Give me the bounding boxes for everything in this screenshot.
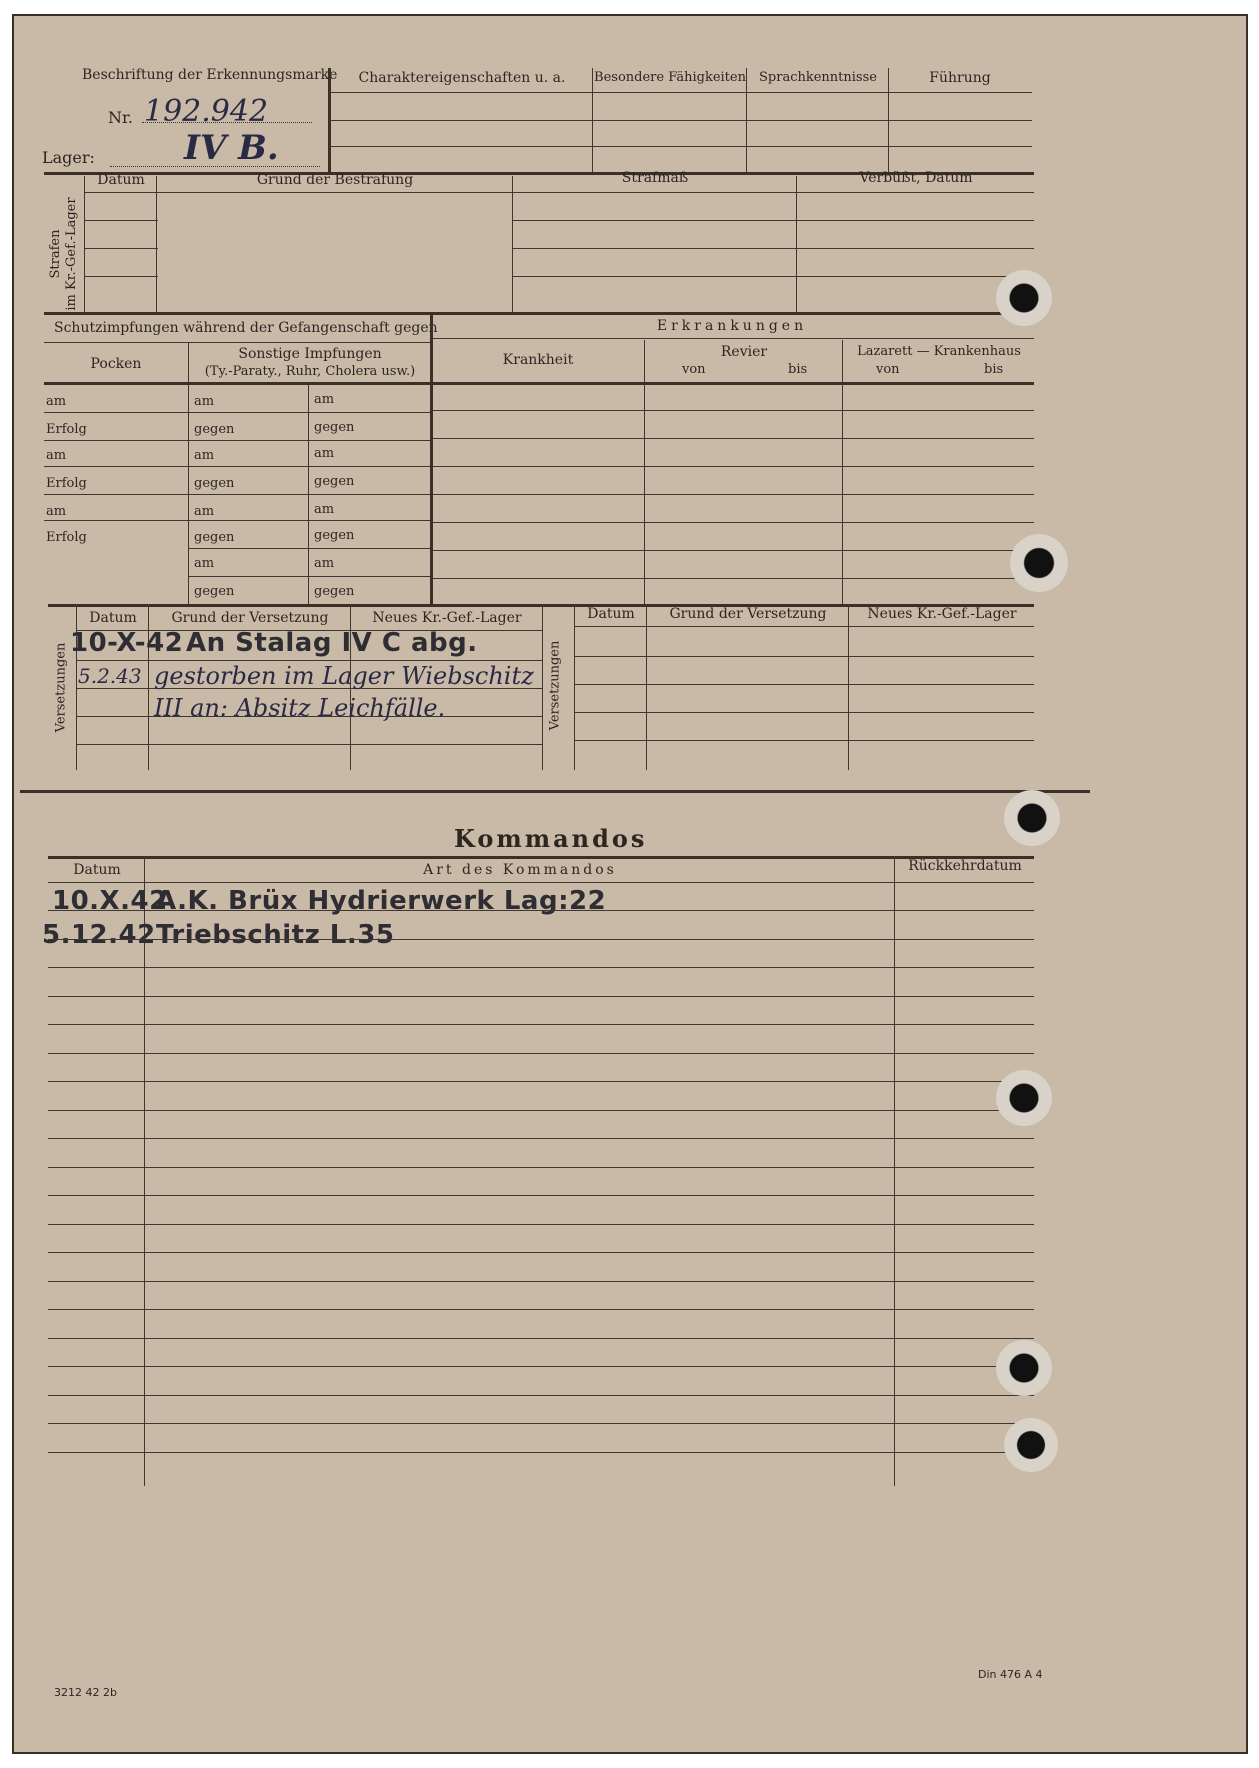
vacc-right-row-4: gegen: [314, 474, 355, 489]
punish-header-reason: Grund der Bestrafung: [256, 172, 414, 188]
transfer-right-line-3: [574, 712, 1034, 713]
punish-header-line: [84, 192, 1034, 193]
kommandos-ruled-line: [48, 1366, 1034, 1367]
vacc-right-row-5: am: [314, 502, 335, 517]
vacc-mid-row-1: am: [194, 394, 215, 409]
kommandos-col-1: [144, 856, 145, 1486]
transfer-left-header-reason: Grund der Versetzung: [171, 610, 329, 626]
punish-line-b3: [512, 276, 1034, 277]
transfer-entry-2-date: 5.2.43: [78, 664, 142, 688]
kommandos-ruled-line: [48, 1309, 1034, 1310]
illness-line-5: [432, 522, 1034, 523]
transfer-left-header-date: Datum: [89, 610, 137, 626]
vacc-left-row-1: am: [46, 394, 67, 409]
traits-col-3: [888, 68, 889, 174]
punch-hole-1: [996, 270, 1052, 326]
transfer-right-header-line: [574, 626, 1034, 627]
vacc-mid-row-6: gegen: [194, 530, 235, 545]
traits-header-line: [330, 92, 1032, 93]
document-sheet: [12, 14, 1248, 1754]
kommandos-ruled-line: [48, 1281, 1034, 1282]
kommandos-ruled-line: [48, 1110, 1034, 1111]
kommandos-ruled-line: [48, 1167, 1034, 1168]
punch-hole-6: [1004, 1418, 1058, 1472]
illness-revier-von: von: [682, 362, 706, 377]
punish-line-b1: [512, 220, 1034, 221]
transfer-right-line-4: [574, 740, 1034, 741]
vacc-line-1: [44, 412, 430, 413]
kommandos-ruled-line: [48, 1452, 1034, 1453]
transfer-left-header-camp: Neues Kr.-Gef.-Lager: [372, 610, 522, 626]
transfer-entry-1-text: An Stalag IV C abg.: [186, 628, 478, 658]
vacc-mid-row-8: gegen: [194, 584, 235, 599]
punish-header-served: Verbüßt, Datum: [859, 170, 973, 186]
punish-header-penalty: Strafmaß: [621, 170, 689, 186]
illness-heading-line: [432, 338, 1034, 339]
vacc-left-row-6: Erfolg: [46, 530, 87, 545]
lager-dotted-line: [110, 166, 320, 167]
lager-value: IV B.: [184, 128, 279, 168]
transfer-right-header-camp: Neues Kr.-Gef.-Lager: [867, 606, 1017, 622]
vacc-heading-line: [44, 342, 432, 343]
kommandos-header-line: [48, 882, 1034, 883]
traits-col-1: [592, 68, 593, 174]
vacc-pocken-label: Pocken: [90, 356, 142, 372]
vacc-right-row-8: gegen: [314, 584, 355, 599]
id-separator: [328, 68, 331, 174]
punch-hole-5: [996, 1340, 1052, 1396]
kommandos-ruled-line: [48, 1252, 1034, 1253]
transfer-left-line-4: [76, 744, 542, 745]
illness-lazarett: Lazarett — Krankenhaus: [857, 344, 1021, 359]
vacc-right-row-6: gegen: [314, 528, 355, 543]
punishments-side-label: [48, 184, 80, 324]
vacc-left-row-2: Erfolg: [46, 422, 87, 437]
transfer-left-line-1: [76, 660, 542, 661]
kommando-entry-1-text: A.K. Brüx Hydrierwerk Lag:22: [156, 886, 607, 916]
traits-col-2: [746, 68, 747, 174]
vacc-line-2: [44, 440, 430, 441]
vacc-right-row-2: gegen: [314, 420, 355, 435]
transfer-right-header-reason: Grund der Versetzung: [669, 606, 827, 622]
traits-row-line-1: [330, 120, 1032, 121]
punish-header-date: Datum: [97, 172, 145, 188]
lager-label: Lager:: [42, 148, 95, 167]
kommandos-ruled-line: [48, 910, 1034, 911]
vacc-left-row-4: Erfolg: [46, 476, 87, 491]
illness-krankheit: Krankheit: [502, 352, 574, 368]
nr-label: Nr.: [108, 108, 133, 127]
vacc-heading: Schutzimpfungen während der Gefangenschaft gegen: [54, 320, 438, 336]
vacc-line-5: [44, 520, 430, 521]
transfer-entry-2-text: gestorben im Lager Wiebschitz: [154, 662, 534, 690]
punish-col-0: [84, 176, 85, 312]
illness-col-1: [644, 340, 645, 604]
kommandos-ruled-line: [48, 1053, 1034, 1054]
illness-line-4: [432, 494, 1034, 495]
footer-right-code: Din 476 A 4: [978, 1668, 1043, 1681]
punish-col-3: [796, 176, 797, 312]
vacc-mid-row-7: am: [194, 556, 215, 571]
id-heading: Beschriftung der Erkennungsmarke: [82, 67, 338, 83]
traits-header-character: Charaktereigenschaften u. a.: [358, 70, 566, 86]
nr-value: 192.942: [144, 94, 269, 129]
vacc-col-2: [308, 382, 309, 604]
transfers-side-label-left: Versetzungen: [53, 642, 69, 733]
punish-line-a1: [84, 220, 158, 221]
vacc-mid-row-2: gegen: [194, 422, 235, 437]
illness-heading: Erkrankungen: [656, 318, 808, 334]
vacc-mid-row-5: am: [194, 504, 215, 519]
kommandos-ruled-line: [48, 1338, 1034, 1339]
punish-line-b2: [512, 248, 1034, 249]
vacc-line-4: [44, 494, 430, 495]
illness-line-2: [432, 438, 1034, 439]
transfer-right-col-1: [646, 604, 647, 770]
kommandos-col-2: [894, 856, 895, 1486]
traits-header-languages: Sprachkenntnisse: [759, 70, 877, 85]
punch-hole-3: [1004, 790, 1060, 846]
kommandos-ruled-line: [48, 1024, 1034, 1025]
punishments-side-label-2: im Kr.-Gef.-Lager: [64, 197, 79, 311]
kommandos-ruled-line: [48, 1224, 1034, 1225]
kommando-entry-1-date: 10.X.42: [52, 886, 168, 916]
vacc-right-row-7: am: [314, 556, 335, 571]
traits-header-abilities: Besondere Fähigkeiten: [594, 70, 746, 85]
vacc-other-sub: (Ty.-Paraty., Ruhr, Cholera usw.): [204, 364, 416, 379]
vacc-line-6: [188, 548, 430, 549]
kommandos-ruled-line: [48, 1081, 1034, 1082]
vacc-right-row-3: am: [314, 446, 335, 461]
transfer-entry-1-date: 10-X-42: [70, 628, 184, 658]
kommandos-ruled-line: [48, 1195, 1034, 1196]
illness-lazarett-von: von: [876, 362, 900, 377]
transfers-side-label-right: Versetzungen: [547, 640, 563, 731]
transfer-right-col-0: [574, 604, 575, 770]
nr-dotted-line: [142, 122, 312, 123]
transfer-left-col-3: [542, 604, 543, 770]
kommandos-ruled-line: [48, 1423, 1034, 1424]
punish-col-1: [156, 176, 157, 312]
punishments-side-label-1: Strafen: [48, 229, 63, 279]
kommandos-header-date: Datum: [73, 862, 121, 878]
punish-col-2: [512, 176, 513, 312]
kommandos-ruled-line: [48, 967, 1034, 968]
kommandos-ruled-line: [48, 1138, 1034, 1139]
section-divider-2: [44, 312, 1034, 315]
traits-row-line-2: [330, 146, 1032, 147]
illness-col-2: [842, 340, 843, 604]
kommandos-top-line: [48, 856, 1034, 859]
vacc-mid-row-4: gegen: [194, 476, 235, 491]
section-divider-4: [20, 790, 1090, 793]
vacc-left-row-5: am: [46, 504, 67, 519]
vacc-mid-row-3: am: [194, 448, 215, 463]
traits-header-conduct: Führung: [929, 70, 991, 86]
punch-hole-4: [996, 1070, 1052, 1126]
vacc-left-row-3: am: [46, 448, 67, 463]
vacc-line-3: [44, 466, 430, 467]
kommandos-title: Kommandos: [454, 824, 648, 853]
transfer-right-col-2: [848, 604, 849, 770]
illness-line-6: [432, 550, 1034, 551]
kommando-entry-2-text: Triebschitz L.35: [156, 920, 395, 950]
kommandos-header-type: Art des Kommandos: [423, 862, 617, 878]
kommandos-header-return: Rückkehrdatum: [908, 858, 1022, 874]
illness-line-3: [432, 466, 1034, 467]
footer-left-code: 3212 42 2b: [54, 1686, 117, 1699]
punish-line-a3: [84, 276, 158, 277]
vacc-right-row-1: am: [314, 392, 335, 407]
illness-revier-bis: bis: [788, 362, 808, 377]
illness-lazarett-bis: bis: [984, 362, 1004, 377]
illness-line-7: [432, 578, 1034, 579]
illness-line-1: [432, 410, 1034, 411]
kommandos-ruled-line: [48, 1395, 1034, 1396]
kommandos-ruled-line: [48, 939, 1034, 940]
vacc-other-label: Sonstige Impfungen: [238, 346, 382, 362]
punish-line-a2: [84, 248, 158, 249]
kommando-entry-2-date: 5.12.42: [42, 920, 156, 950]
vacc-line-7: [188, 576, 430, 577]
kommandos-ruled-line: [48, 996, 1034, 997]
illness-revier: Revier: [720, 344, 768, 360]
transfer-right-header-date: Datum: [587, 606, 635, 622]
transfer-right-line-1: [574, 656, 1034, 657]
transfer-entry-3-text: III an: Absitz Leichfälle.: [154, 694, 446, 722]
punch-hole-2: [1010, 534, 1068, 592]
transfer-right-line-2: [574, 684, 1034, 685]
vacc-header-line: [44, 382, 1034, 385]
